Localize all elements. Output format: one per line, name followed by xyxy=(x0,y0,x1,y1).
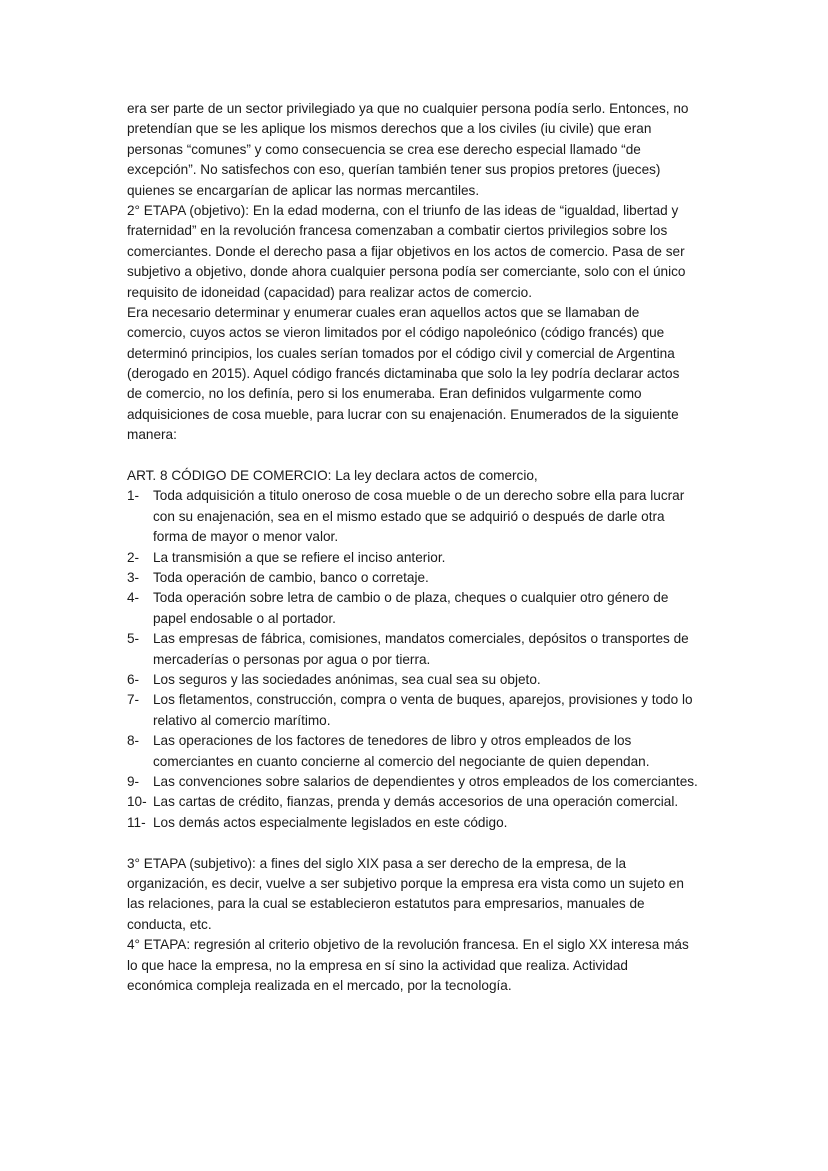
list-item xyxy=(127,670,717,690)
text-line: determinó principios, los cuales serían tomados por el código civil y comercial de Argentina xyxy=(127,345,675,361)
text-line: (derogado en 2015). Aquel código francés dictaminaba que solo la ley podría declarar actos xyxy=(127,366,680,382)
text-line: comercio, cuyos actos se vieron limitados por el código napoleónico (código francés) que xyxy=(127,325,665,341)
paragraph-etapa-4 xyxy=(127,935,717,996)
text-line: requisito de idoneidad (capacidad) para realizar actos de comercio. xyxy=(127,284,533,300)
text-line: conducta, etc. xyxy=(127,916,212,932)
text-line: subjetivo a objetivo, donde ahora cualquier persona podía ser comerciante, solo con el único xyxy=(127,264,686,280)
text-line: Las empresas de fábrica, comisiones, mandatos comerciales, depósitos o transportes de xyxy=(153,631,689,647)
text-line: de comercio, no los definía, pero si los enumeraba. Eran definidos vulgarmente como xyxy=(127,386,642,402)
text-line: pretendían que se les aplique los mismos derechos que a los civiles (iu civile) que eran xyxy=(127,121,652,137)
text-line: era ser parte de un sector privilegiado ya que no cualquier persona podía serlo. Entonces, no xyxy=(127,101,689,116)
text-line: La transmisión a que se refiere el inciso anterior. xyxy=(153,549,446,565)
list-item xyxy=(127,813,717,833)
list-item xyxy=(127,772,717,792)
text-line: Las cartas de crédito, fianzas, prenda y demás accesorios de una operación comercial. xyxy=(153,794,679,810)
text-line: Toda operación de cambio, banco o corretaje. xyxy=(153,570,429,585)
numbered-list xyxy=(127,486,717,833)
paragraph-etapa-2 xyxy=(127,201,717,303)
text-line: Era necesario determinar y enumerar cuales eran aquellos actos que se llamaban de xyxy=(127,304,640,320)
text-line: con su enajenación, sea en el mismo estado que se adquirió o después de darle otra xyxy=(153,508,665,524)
paragraph-etapa-3 xyxy=(127,854,717,936)
text-line: Los fletamentos, construcción, compra o venta de buques, aparejos, provisiones y todo lo xyxy=(153,692,693,708)
list-item-number: 11- xyxy=(127,814,146,830)
text-line: personas “comunes” y como consecuencia se crea ese derecho especial llamado “de xyxy=(127,141,641,157)
list-item xyxy=(127,690,717,731)
list-item-number: 3- xyxy=(127,570,140,585)
list-item xyxy=(127,486,717,547)
document-page xyxy=(127,99,717,996)
list-item-number: 2- xyxy=(127,549,140,565)
list-item-number: 5- xyxy=(127,631,140,647)
blank-line xyxy=(127,833,717,853)
text-line: económica compleja realizada en el mercado, por la tecnología. xyxy=(127,977,512,993)
list-item-number: 8- xyxy=(127,733,140,749)
list-item-number: 4- xyxy=(127,590,140,606)
text-line: Los demás actos especialmente legislados en este código. xyxy=(153,814,508,830)
list-item xyxy=(127,792,717,812)
list-item-number: 9- xyxy=(127,773,140,789)
paragraph-actos-comercio xyxy=(127,303,717,446)
text-line: fraternidad” en la revolución francesa comenzaban a combatir ciertos privilegios sobre los xyxy=(127,223,668,239)
text-line: quienes se encargarían de aplicar las normas mercantiles. xyxy=(127,182,480,198)
list-item xyxy=(127,629,717,670)
list-item xyxy=(127,568,717,588)
list-item-number: 10- xyxy=(127,794,147,810)
text-line: Toda operación sobre letra de cambio o de plaza, cheques o cualquier otro género de xyxy=(153,590,669,606)
text-line: mercaderías o personas por agua o por tierra. xyxy=(153,651,431,667)
text-line: Las operaciones de los factores de tenedores de libro y otros empleados de los xyxy=(153,733,632,749)
list-item-number: 6- xyxy=(127,671,140,687)
paragraph-intro xyxy=(127,99,717,201)
text-line: 3° ETAPA (subjetivo): a fines del siglo XIX pasa a ser derecho de la empresa, de la xyxy=(127,855,627,871)
list-item xyxy=(127,548,717,568)
list-item-number: 7- xyxy=(127,692,140,708)
text-line: Los seguros y las sociedades anónimas, sea cual sea su objeto. xyxy=(153,671,541,687)
text-line: comerciantes. Donde el derecho pasa a fijar objetivos en los actos de comercio. Pasa de ser xyxy=(127,243,685,259)
text-line: las relaciones, para la cual se establecieron estatutos para empresarios, manuales de xyxy=(127,896,645,912)
text-line: relativo al comercio marítimo. xyxy=(153,712,331,728)
art-8-heading: ART. 8 CÓDIGO DE COMERCIO: La ley declara actos de comercio, xyxy=(127,468,538,484)
text-line: Las convenciones sobre salarios de dependientes y otros empleados de los comerciantes. xyxy=(153,773,698,789)
text-line: excepción”. No satisfechos con eso, querían también tener sus propios pretores (jueces) xyxy=(127,162,661,178)
text-line: organización, es decir, vuelve a ser subjetivo porque la empresa era vista como un sujeto en xyxy=(127,875,684,891)
text-line: forma de mayor o menor valor. xyxy=(153,529,339,545)
text-line: comerciantes en cuanto concierne al comercio del negociante de quien dependan. xyxy=(153,753,650,769)
text-line: manera: xyxy=(127,427,177,443)
list-item xyxy=(127,731,717,772)
text-line: 4° ETAPA: regresión al criterio objetivo de la revolución francesa. En el siglo XX interesa más xyxy=(127,937,689,953)
list-item xyxy=(127,588,717,629)
list-item-number: 1- xyxy=(127,488,140,504)
text-line: 2° ETAPA (objetivo): En la edad moderna, con el triunfo de las ideas de “igualdad, libertad y xyxy=(127,202,679,218)
text-line: Toda adquisición a titulo oneroso de cosa mueble o de un derecho sobre ella para lucrar xyxy=(153,488,685,504)
text-line: papel endosable o al portador. xyxy=(153,610,336,626)
text-line: adquisiciones de cosa mueble, para lucrar con su enajenación. Enumerados de la siguiente xyxy=(127,406,679,422)
blank-line xyxy=(127,446,717,466)
text-line: lo que hace la empresa, no la empresa en sí sino la actividad que realiza. Actividad xyxy=(127,957,628,973)
